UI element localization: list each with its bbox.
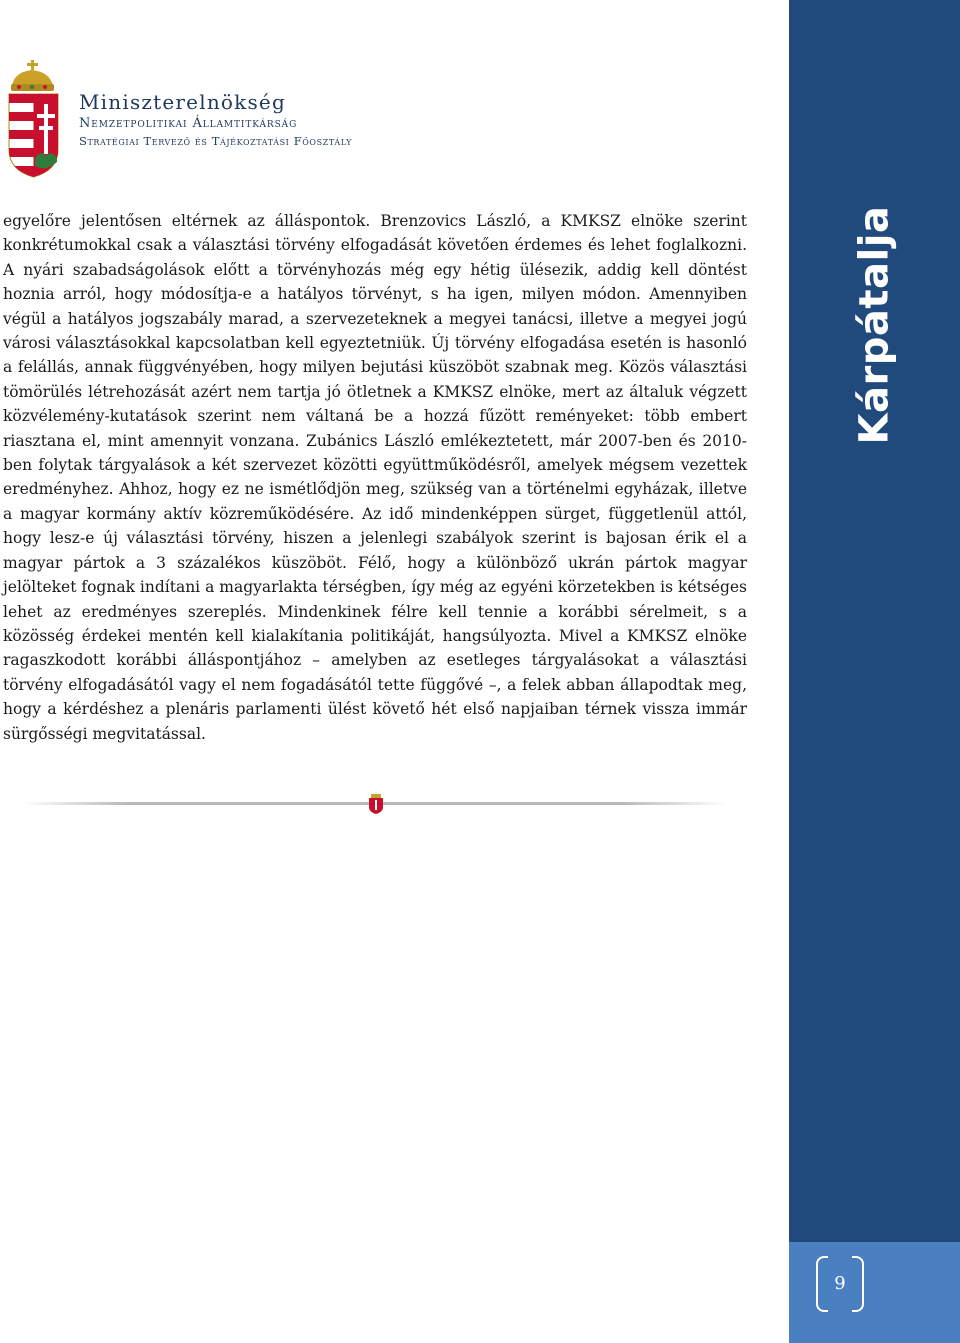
divider-crest-icon <box>369 794 383 814</box>
shield-icon <box>9 94 58 178</box>
crown-icon <box>11 60 54 91</box>
body-paragraph: egyelőre jelentősen eltérnek az álláspontok. Brenzovics László, a KMKSZ elnöke szerint konkrétumokkal csak a választási törvény elfogadását követően érdemes és lehet foglalkozni. A nyári szabadságolások előtt a törvényhozás még egy hétig ülésezik, addig kell döntést hoznia arról, hogy módosítja-e a hatályos törvényt, s ha igen, milyen módon. Amennyiben végül a hatályos jogszabály marad, a szervezeteknek a megyei tanácsi, illetve a megyei jogú városi választásokkal kapcsolatban kell egyeztetniük. Új törvény elfogadása esetén is hasonló a felállás, annak függvényében, hogy milyen bejutási küszöböt szabnak meg. Közös választási tömörülés létrehozását azért nem tartja jó ötletnek a KMKSZ elnöke, mert az általuk végzett közvélemény-kutatások szerint nem váltaná be a hozzá fűzött reményeket: több embert riasztana el, mint amennyit vonzana. Zubánics László emlékeztetett, már 2007-ben és 2010-ben folytak tárgyalások a két szervezet közötti együttműködésről, amelyek mégsem vezettek eredményhez. Ahhoz, hogy ez ne ismétlődjön meg, szükség van a történelmi egyházak, illetve a magyar kormány aktív közreműködésére. Az idő mindenképpen sürget, függetlenül attól, hogy lesz-e új választási törvény, hiszen a jelenlegi szabályok szerint is bajosan érik el a magyar pártok a 3 százalékos küszöböt. Félő, hogy a különböző ukrán pártok magyar jelölteket fognak indítani a magyarlakta térségben, így még az egyéni körzetekben is kétséges lehet az eredményes szereplés. Mindenkinek félre kell tennie a korábbi sérelmeit, s a közösség érdekei mentén kell kialakítania politikáját, hangsúlyozta. Mivel a KMKSZ elnöke ragaszkodott korábbi álláspontjához – amelyben az esetleges tárgyalásokat a választási törvény elfogadásától vagy el nem fogadásától tette függővé –, a felek abban állapodtak meg, hogy a kérdéshez a plenáris parlamenti ülést követő hét első napjaiban térnek vissza immár sürgősségi megvitatással. <box>3 212 747 743</box>
coat-of-arms-icon <box>6 60 68 178</box>
footer-divider <box>22 792 728 814</box>
org-name: Miniszterelnökség <box>79 90 286 114</box>
page-number-box <box>789 1242 960 1343</box>
page-header <box>6 60 406 180</box>
section-label-text: Kárpátalja <box>851 205 898 445</box>
section-label <box>789 205 960 445</box>
page-number: 9 <box>834 1273 846 1294</box>
department-name: Nemzetpolitikai Államtitkárság <box>79 116 298 131</box>
unit-name: Stratégiai Tervező és Tájékoztatási Főosztály <box>79 134 352 148</box>
page-number-frame <box>816 1256 864 1308</box>
sidebar-band <box>789 0 960 1343</box>
